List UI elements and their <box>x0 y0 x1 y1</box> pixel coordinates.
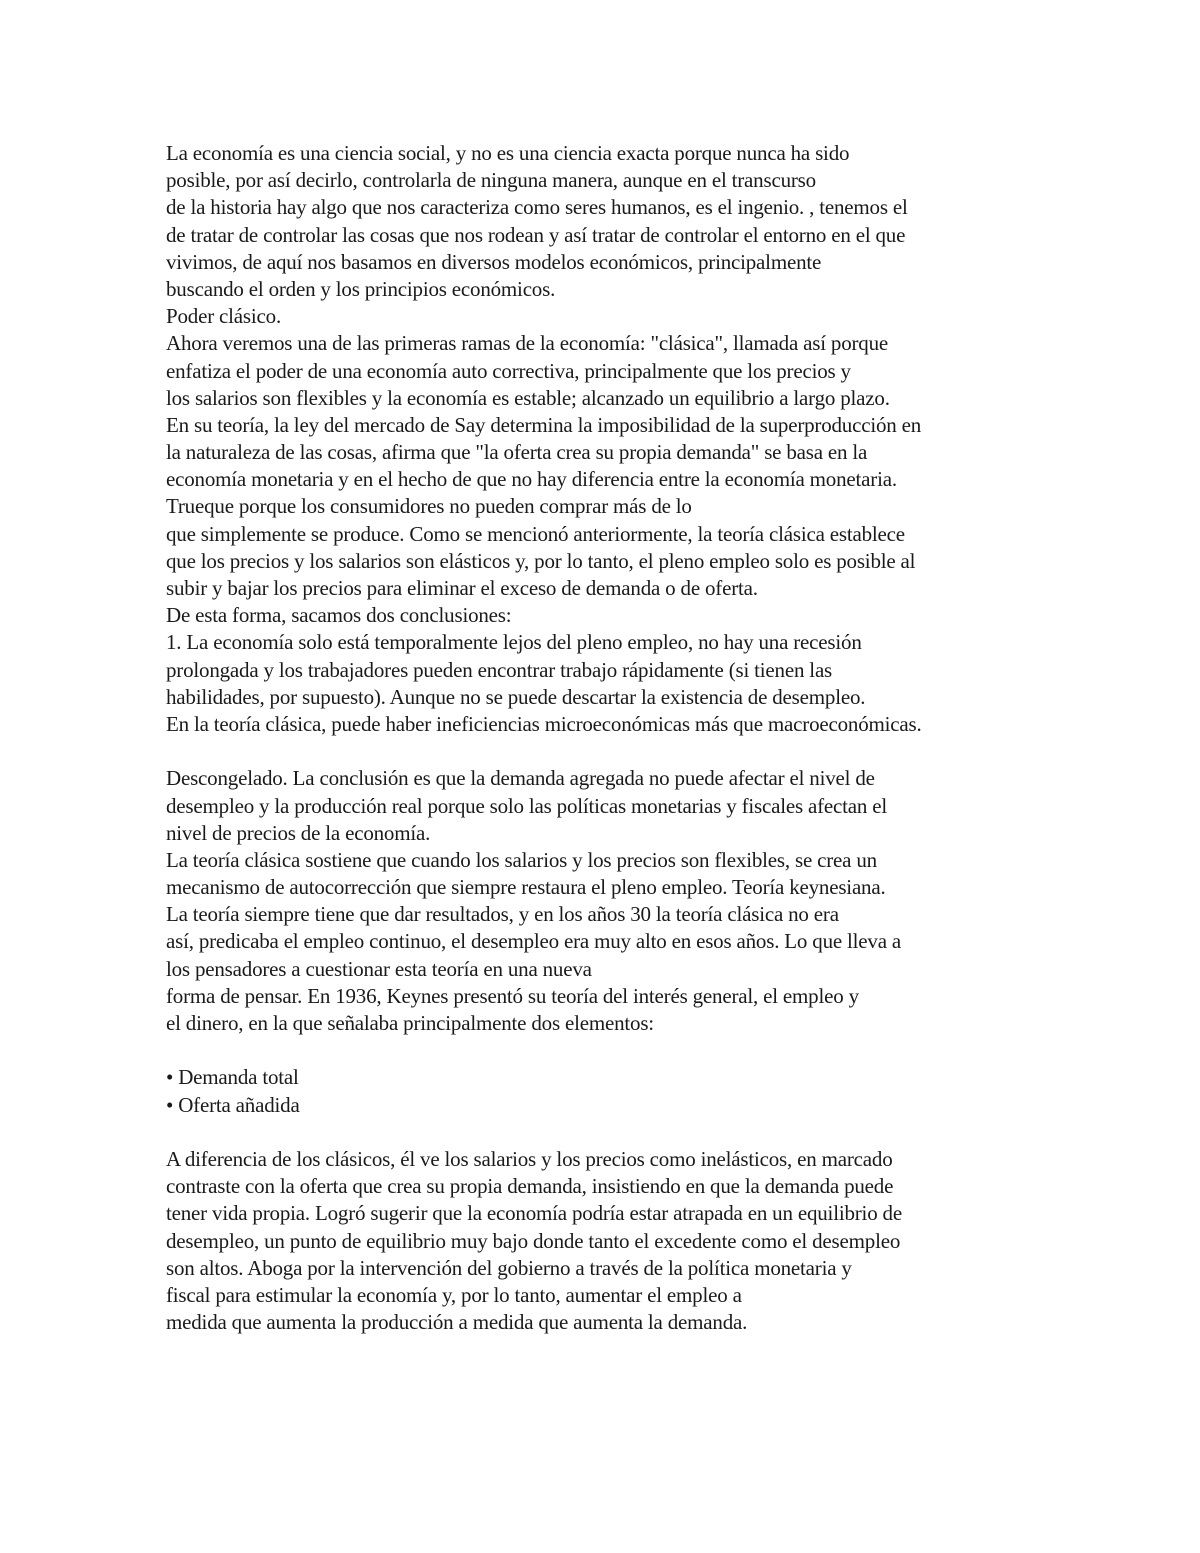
blank-line <box>166 738 1066 765</box>
text-line: • Demanda total <box>166 1065 299 1090</box>
text-line: así, predicaba el empleo continuo, el desempleo era muy alto en esos años. Lo que lleva a <box>166 929 902 954</box>
text-line: el dinero, en la que señalaba principalmente dos elementos: <box>166 1011 654 1035</box>
text-line: tener vida propia. Logró sugerir que la economía podría estar atrapada en un equilibrio de <box>166 1201 902 1226</box>
text-line: los pensadores a cuestionar esta teoría en una nueva <box>166 956 592 981</box>
text-line: forma de pensar. En 1936, Keynes presentó su teoría del interés general, el empleo y <box>166 983 859 1008</box>
text-line: La economía es una ciencia social, y no es una ciencia exacta porque nunca ha sido <box>166 141 850 165</box>
text-line: desempleo y la producción real porque solo las políticas monetarias y fiscales afectan el <box>166 793 888 818</box>
blank-line <box>166 1119 1066 1146</box>
text-line: la naturaleza de las cosas, afirma que "la oferta crea su propia demanda" se basa en la <box>166 440 868 465</box>
text-line: medida que aumenta la producción a medida que aumenta la demanda. <box>166 1310 748 1335</box>
blank-line <box>166 1037 1066 1064</box>
text-line: Descongelado. La conclusión es que la demanda agregada no puede afectar el nivel de <box>166 766 875 791</box>
text-line: fiscal para estimular la economía y, por lo tanto, aumentar el empleo a <box>166 1282 742 1307</box>
text-line: posible, por así decirlo, controlarla de ninguna manera, aunque en el transcurso <box>166 168 816 193</box>
text-line: contraste con la oferta que crea su propia demanda, insistiendo en que la demanda puede <box>166 1174 894 1199</box>
text-line: de tratar de controlar las cosas que nos rodean y así tratar de controlar el entorno en el que <box>166 222 906 247</box>
text-line: 1. La economía solo está temporalmente lejos del pleno empleo, no hay una recesión <box>166 630 862 655</box>
text-line: Ahora veremos una de las primeras ramas de la economía: "clásica", llamada así porque <box>166 331 889 356</box>
text-line: habilidades, por supuesto). Aunque no se puede descartar la existencia de desempleo. <box>166 684 866 709</box>
text-line: • Oferta añadida <box>166 1092 300 1117</box>
text-line: desempleo, un punto de equilibrio muy bajo donde tanto el excedente como el desempleo <box>166 1228 901 1253</box>
text-line: prolongada y los trabajadores pueden encontrar trabajo rápidamente (si tienen las <box>166 657 833 682</box>
text-line: La teoría clásica sostiene que cuando los salarios y los precios son flexibles, se crea un <box>166 847 877 872</box>
document-body <box>166 140 1066 1336</box>
text-line: vivimos, de aquí nos basamos en diversos modelos económicos, principalmente <box>166 249 822 274</box>
text-line: son altos. Aboga por la intervención del gobierno a través de la política monetaria y <box>166 1255 852 1280</box>
text-line: En su teoría, la ley del mercado de Say determina la imposibilidad de la superproducción en <box>166 412 922 437</box>
text-line: Poder clásico. <box>166 304 281 329</box>
text-line: enfatiza el poder de una economía auto correctiva, principalmente que los precios y <box>166 358 851 383</box>
text-line: que simplemente se produce. Como se mencionó anteriormente, la teoría clásica establece <box>166 521 905 546</box>
text-line: de la historia hay algo que nos caracteriza como seres humanos, es el ingenio. , tenemos el <box>166 195 908 220</box>
text-line: buscando el orden y los principios económicos. <box>166 276 556 301</box>
text-line: que los precios y los salarios son elásticos y, por lo tanto, el pleno empleo solo es posible al <box>166 548 916 573</box>
text-line: La teoría siempre tiene que dar resultados, y en los años 30 la teoría clásica no era <box>166 902 839 927</box>
text-line: economía monetaria y en el hecho de que no hay diferencia entre la economía monetaria. <box>166 467 897 492</box>
text-line: A diferencia de los clásicos, él ve los salarios y los precios como inelásticos, en marcado <box>166 1146 893 1171</box>
text-line: De esta forma, sacamos dos conclusiones: <box>166 603 512 628</box>
text-line: mecanismo de autocorrección que siempre restaura el pleno empleo. Teoría keynesiana. <box>166 875 886 900</box>
text-line: los salarios son flexibles y la economía es estable; alcanzado un equilibrio a largo plazo. <box>166 385 890 410</box>
text-line: subir y bajar los precios para eliminar el exceso de demanda o de oferta. <box>166 576 758 600</box>
text-line: Trueque porque los consumidores no pueden comprar más de lo <box>166 494 692 519</box>
text-line: En la teoría clásica, puede haber ineficiencias microeconómicas más que macroeconómicas. <box>166 711 922 736</box>
text-line: nivel de precios de la economía. <box>166 820 431 845</box>
